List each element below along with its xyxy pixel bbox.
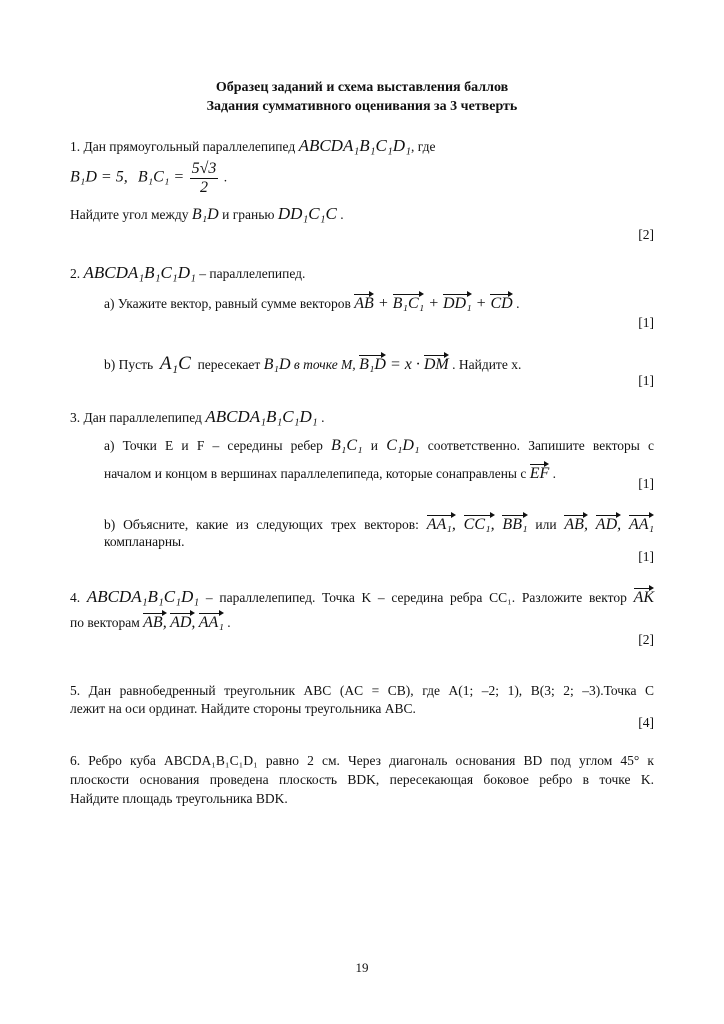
task3b-vec-aa1-2: AA₁ <box>629 513 654 534</box>
task5-line2: лежит на оси ординат. Найдите стороны треугольника ABC. <box>70 701 416 716</box>
task4-shape: ABCDA₁B₁C₁D₁ <box>86 587 200 606</box>
task2b-line <box>104 353 521 374</box>
task3b-or: или <box>535 517 557 532</box>
task4-intro: 4. <box>70 590 81 605</box>
task3a-score: [1] <box>638 476 654 491</box>
task2-intro: 2. <box>70 266 81 281</box>
task1-frac-num: 5√3 <box>191 160 217 177</box>
task2a-plus2: + <box>428 295 439 312</box>
task2a-line <box>104 292 519 313</box>
task1-seg: B₁D <box>191 206 219 223</box>
task1-face: DD₁C₁C <box>277 204 337 223</box>
task3b-vec-cc1: CC₁, <box>464 513 495 534</box>
task2b-seg: A₁C <box>159 353 191 374</box>
task1-conditions <box>70 160 227 197</box>
task1-score: [2] <box>638 227 654 242</box>
task1-question-line <box>70 205 344 224</box>
task3a-seg1: B₁C₁ <box>331 437 363 454</box>
task3b-vec-ab: AB, <box>564 513 588 534</box>
task3a-end: . <box>552 466 557 481</box>
task3b-line1 <box>104 513 654 534</box>
task2a-score: [1] <box>638 315 654 330</box>
task2b-vec1: B₁D <box>359 353 386 374</box>
task5-score: [4] <box>638 715 654 730</box>
task6-line1-row <box>70 752 654 770</box>
task3a-line1-b: соответственно. Запишите векторы с <box>427 438 655 453</box>
task3-intro-line <box>70 408 324 427</box>
task2-intro-line <box>70 264 305 283</box>
task2a-plus3: + <box>475 295 487 312</box>
task2a-text: a) Укажите вектор, равный сумме векторов <box>104 296 351 311</box>
task2a-vec3: DD₁ <box>443 292 472 313</box>
task4-vec-ab: AB, <box>143 611 167 632</box>
task3a-line1 <box>104 437 654 455</box>
task3b-vec-bb1: BB₁ <box>502 513 527 534</box>
task3a-line1-a: a) Точки E и F – середины ребер <box>104 438 323 453</box>
task1-question: Найдите угол между <box>70 207 189 222</box>
task3a-and: и <box>370 438 379 453</box>
task3b-vec-aa1: AA₁, <box>427 513 456 534</box>
task1-where: , где <box>411 139 436 154</box>
task4-vec-ak: AK <box>634 586 654 607</box>
task3b-line2: компланарны. <box>104 534 185 549</box>
task2-shape: ABCDA₁B₁C₁D₁ <box>83 263 196 282</box>
task2b-point: в точке M, <box>293 357 356 372</box>
task4-end: . <box>227 615 231 630</box>
task2a-vec2: B₁C₁ <box>393 292 425 313</box>
task2b-mid: пересекает <box>197 357 261 372</box>
task2b-vec2: DM <box>424 353 449 374</box>
task4-text1: – параллелепипед. Точка K – середина ребра CC₁. Разложите вектор <box>205 590 627 605</box>
task1-fraction <box>190 160 219 197</box>
task4-score: [2] <box>638 632 654 647</box>
task3b-score: [1] <box>638 549 654 564</box>
task6-line2: плоскости основания проведена плоскость BDK, пересекающая боковое ребро в точке K. <box>70 772 654 787</box>
task1-cond1: B₁D = 5, <box>70 168 128 186</box>
task4-vec-ad: AD, <box>170 611 195 632</box>
task1-shape: ABCDA₁B₁C₁D₁ <box>298 136 411 155</box>
task2b-end: . Найдите x. <box>452 357 522 372</box>
task2a-vec4: CD <box>490 292 512 313</box>
task4-text2: по векторам <box>70 615 140 630</box>
task3a-line2: началом и концом в вершинах параллелепипеда, которые сонаправлены с <box>104 466 527 481</box>
task3-shape: ABCDA₁B₁C₁D₁ <box>205 407 318 426</box>
page-title: Образец заданий и схема выставления баллов <box>215 80 509 95</box>
task1-intro-line <box>70 137 435 156</box>
task6-line1: 6. Ребро куба ABCDA₁B₁C₁D₁ равно 2 см. Через диагональ основания BD под углом 45° к <box>70 753 654 768</box>
page-number: 19 <box>355 960 369 975</box>
task6-line3: Найдите площадь треугольника BDK. <box>70 791 288 806</box>
task4-line1 <box>70 586 654 607</box>
task3a-vec: EF <box>530 462 550 483</box>
task6-line2-row <box>70 771 654 789</box>
task3b-vec-ad: AD, <box>596 513 621 534</box>
task4-vec-aa1: AA₁ <box>199 611 224 632</box>
task2a-plus1: + <box>377 295 389 312</box>
task1-and-face: и гранью <box>222 207 275 222</box>
task1-period: . <box>223 169 228 185</box>
task1-frac-den: 2 <box>199 179 208 196</box>
task1-cond2: B₁C₁ = <box>137 168 185 186</box>
task3b-text: b) Объясните, какие из следующих трех векторов: <box>104 517 419 532</box>
task4-line2 <box>70 611 231 632</box>
task2a-end: . <box>516 296 520 311</box>
task2b-score: [1] <box>638 373 654 388</box>
task3a-line2-row <box>104 462 556 483</box>
task5-line1: 5. Дан равнобедренный треугольник ABC (AC = CB), где A(1; –2; 1), B(3; 2; –3).Точка C <box>70 683 654 698</box>
task5-line1-row <box>70 682 654 700</box>
task2b-text: b) Пусть <box>104 357 154 372</box>
task2b-eq: = x · <box>389 356 420 373</box>
task3-end: . <box>321 410 325 425</box>
task3-intro: 3. Дан параллелепипед <box>70 410 202 425</box>
task2-dash: – параллелепипед. <box>195 266 306 281</box>
task1-intro: 1. Дан прямоугольный параллелепипед <box>70 139 296 154</box>
task2a-vec1: AB <box>354 292 374 313</box>
page-subtitle: Задания суммативного оценивания за 3 четверть <box>206 99 518 114</box>
task3a-seg2: C₁D₁ <box>386 437 420 454</box>
task2b-seg2: B₁D <box>263 356 291 373</box>
task1-end: . <box>340 207 344 222</box>
